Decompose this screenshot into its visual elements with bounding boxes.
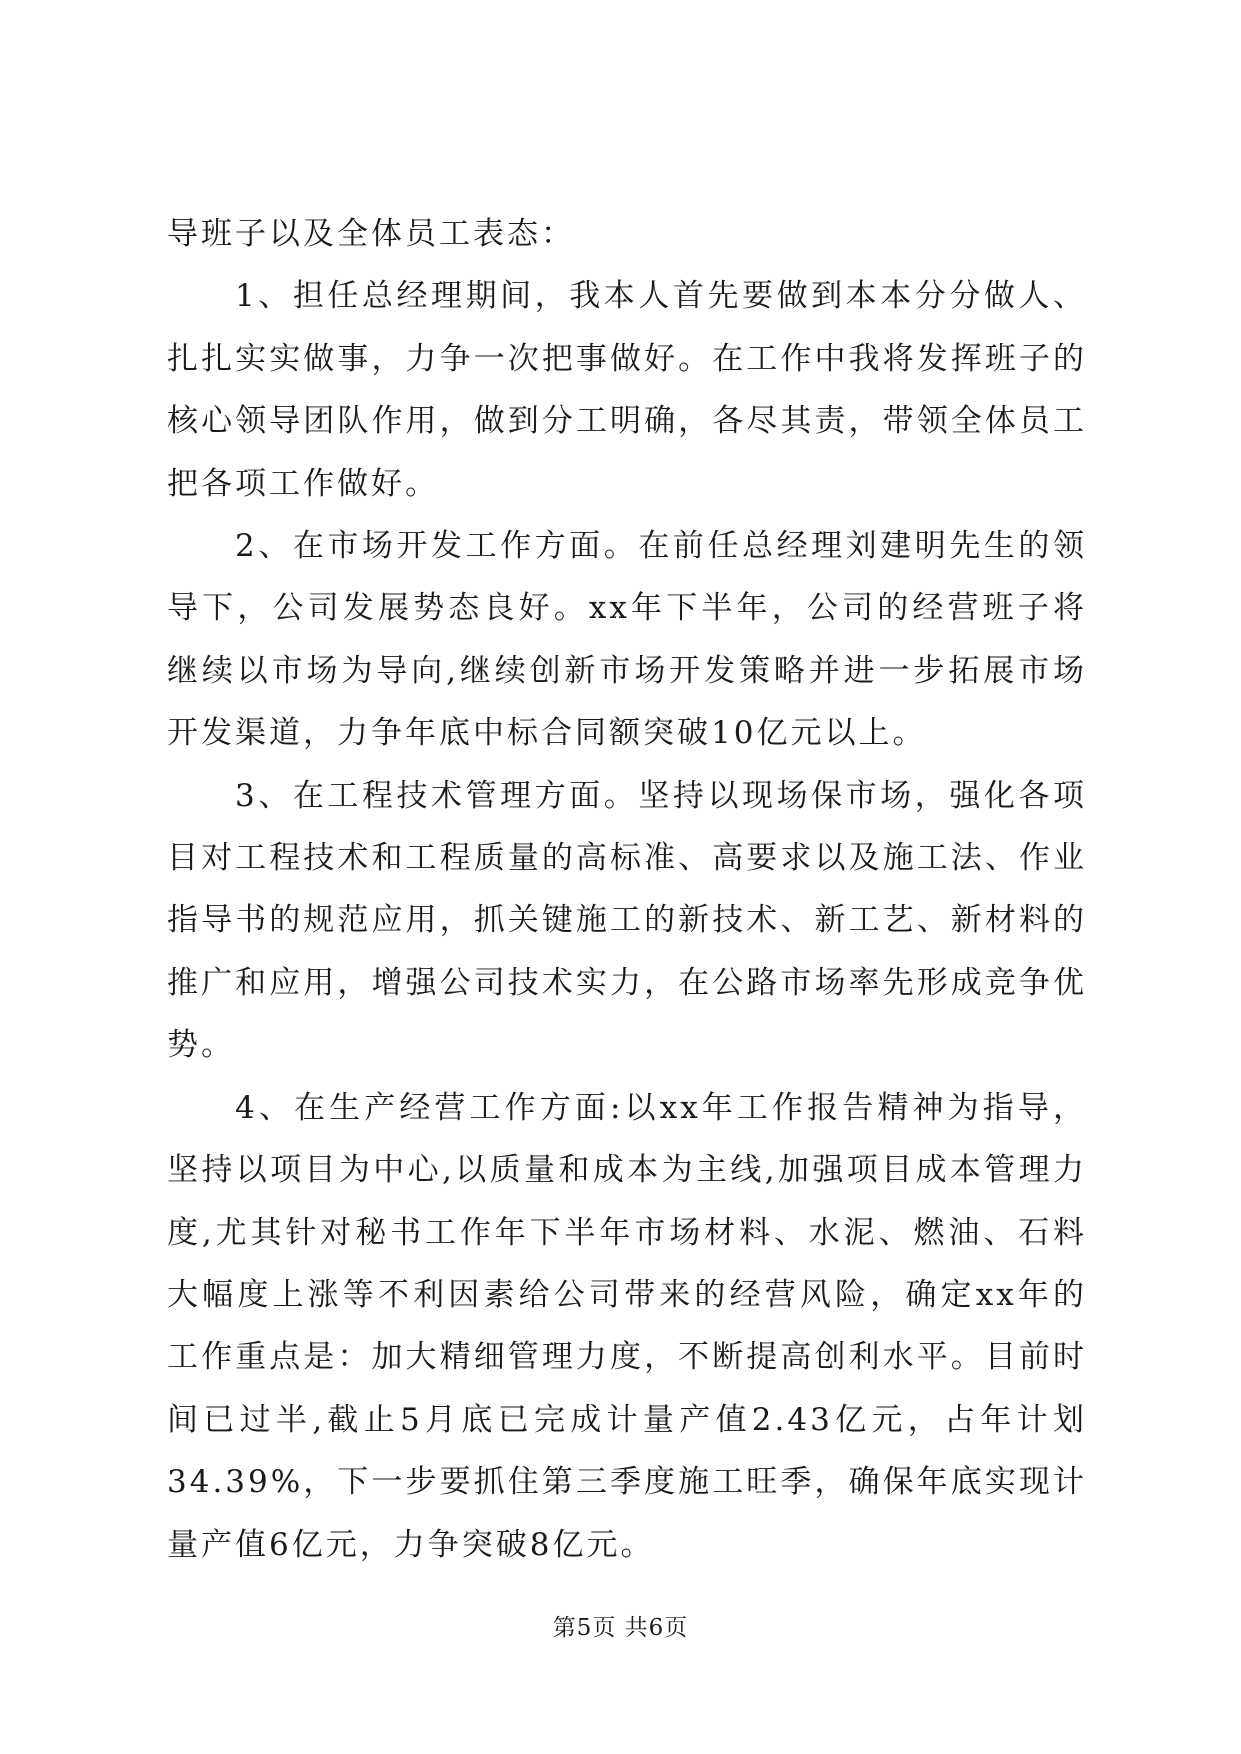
paragraph-item-3: 3、在工程技术管理方面。坚持以现场保市场，强化各项目对工程技术和工程质量的高标准、高要求以及施工法、作业指导书的规范应用，抓关键施工的新技术、新工艺、新材料的推广和应用，增强公司技术实力，在公路市场率先形成竞争优势。 <box>167 777 1087 1064</box>
paragraph-item-4: 4、在生产经营工作方面:以xx年工作报告精神为指导，坚持以项目为中心,以质量和成本为主线,加强项目成本管理力度,尤其针对秘书工作年下半年市场材料、水泥、燃油、石料大幅度上涨等不利因素给公司带来的经营风险，确定xx年的工作重点是：加大精细管理力度，不断提高创利水平。目前时间已过半,截止5月底已完成计量产值2.43亿元，占年计划34.39%，下一步要抓住第三季度施工旺季，确保年底实现计量产值6亿元，力争突破8亿元。 <box>167 1089 1087 1563</box>
document-body <box>167 203 1087 1576</box>
paragraph-item-2: 2、在市场开发工作方面。在前任总经理刘建明先生的领导下，公司发展势态良好。xx年下半年，公司的经营班子将继续以市场为导向,继续创新市场开发策略并进一步拓展市场开发渠道，力争年底中标合同额突破10亿元以上。 <box>167 528 1087 752</box>
page-number-footer: 第5页 共6页 <box>552 1615 689 1641</box>
paragraph-item-1: 1、担任总经理期间，我本人首先要做到本本分分做人、扎扎实实做事，力争一次把事做好。在工作中我将发挥班子的核心领导团队作用，做到分工明确，各尽其责，带领全体员工把各项工作做好。 <box>167 278 1087 502</box>
paragraph-continuation: 导班子以及全体员工表态： <box>167 216 575 252</box>
